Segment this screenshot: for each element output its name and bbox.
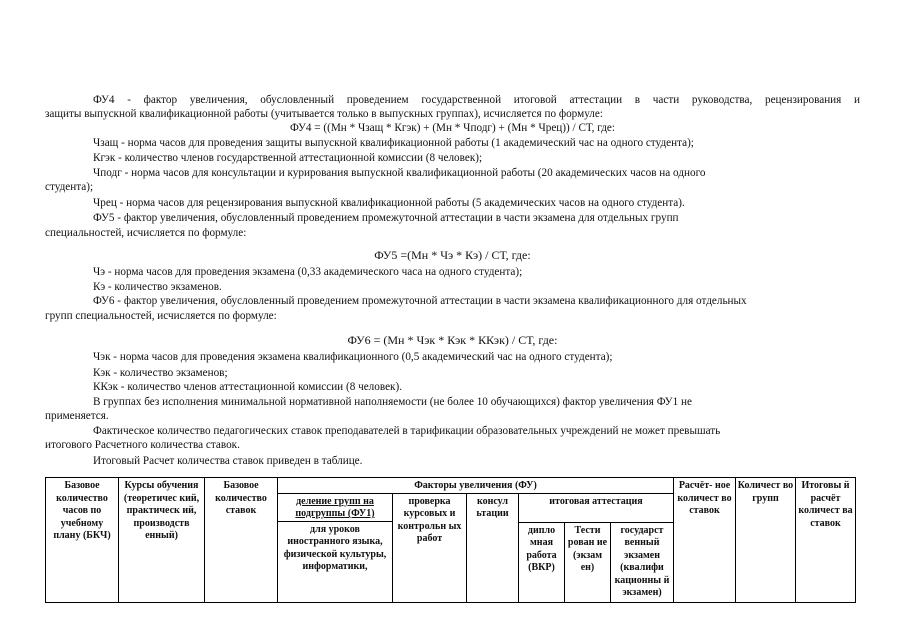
formula-fu6: ФУ6 = (Мн * Чэк * Кэк * ККэк) / СТ, где: — [347, 333, 558, 347]
subheader-coursework-check: проверка курсовых и контрольн ых работ — [393, 493, 467, 602]
header-final-rates: Итоговы й расчёт количест ва ставок — [796, 478, 856, 603]
subheader-state-exam: государст венный экзамен (квалифи кационны й экзамен) — [611, 522, 674, 602]
header-calculated-rates: Расчёт- ное количест во ставок — [674, 478, 736, 603]
header-factors: Факторы увеличения (ФУ) — [278, 478, 674, 494]
paragraph-fu6-line2: групп специальностей, исчисляется по формуле: — [45, 310, 277, 322]
header-group-count: Количест во групп — [736, 478, 796, 603]
paragraph-fu5-line2: специальностей, исчисляется по формуле: — [45, 227, 247, 239]
def-chrets: Чрец - норма часов для рецензирования выпускной квалификационной работы (5 академических часов на одного студента). — [93, 197, 685, 209]
formula-fu4: ФУ4 = ((Мн * Чзащ * Кгэк) + (Мн * Чподг) + (Мн * Чрец)) / СТ, где: — [289, 122, 616, 134]
def-che: Чэ - норма часов для проведения экзамена (0,33 академического часа на одного студента); — [93, 266, 523, 278]
paragraph-fu4-line2: защиты выпускной квалификационной работы (учитывается только в выпускных группах), исчисляется по формуле: — [45, 108, 603, 120]
subheader-group-division: деление групп на подгруппы (ФУ1) — [278, 493, 393, 521]
subheader-thesis: дипло мная работа (ВКР) — [519, 522, 565, 602]
header-base-hours: Базовое количество часов по учебному плану (БКЧ) — [46, 478, 119, 603]
paragraph-actual-line1: Фактическое количество педагогических ставок преподавателей в тарификации образовательных учреждений не может превышать — [93, 425, 721, 437]
def-ke: Кэ - количество экзаменов. — [93, 281, 222, 293]
formula-fu5: ФУ5 =(Мн * Чэ * Кэ) / СТ, где: — [374, 248, 531, 262]
subheader-subjects: для уроков иностранного языка, физической культуры, информатики, — [278, 521, 393, 602]
staff-rates-table — [45, 477, 856, 603]
header-courses: Курсы обучения (теоретичес кий, практическ ий, производств енный) — [119, 478, 205, 603]
paragraph-fu5-line1: ФУ5 - фактор увеличения, обусловленный проведением промежуточной аттестации в части экзамена для отдельных групп — [93, 212, 679, 224]
paragraph-fu1-line2: применяется. — [45, 410, 109, 422]
paragraph-fu6-line1: ФУ6 - фактор увеличения, обусловленный проведением промежуточной аттестации в части экзамена квалификационного для отдельных — [93, 295, 747, 307]
paragraph-fu4-line1: ФУ4 - фактор увеличения, обусловленный проведением государственной итоговой аттестации в части руководства, рецензирования и — [93, 94, 860, 106]
def-kgek: Кгэк - количество членов государственной аттестационной комиссии (8 человек); — [93, 152, 483, 164]
def-chpodg-line1: Чподг - норма часов для консультации и курирования выпускной квалификационной работы (20 академических часов на одного — [93, 167, 706, 179]
subheader-testing: Тести рован ие (экзам ен) — [565, 522, 611, 602]
def-kkek: ККэк - количество членов аттестационной комиссии (8 человек). — [93, 381, 402, 393]
paragraph-actual-line2: итогового Расчетного количества ставок. — [45, 439, 240, 451]
def-chzashch: Чзащ - норма часов для проведения защиты выпускной квалификационной работы (1 академический час на одного студента); — [93, 137, 694, 149]
header-base-rates: Базовое количество ставок — [205, 478, 278, 603]
def-chek: Чэк - норма часов для проведения экзамена квалификационного (0,5 академический час на одного студента); — [93, 351, 613, 363]
def-kek: Кэк - количество экзаменов; — [93, 367, 228, 379]
paragraph-fu1-line1: В группах без исполнения минимальной нормативной наполняемости (не более 10 обучающихся) фактор увеличения ФУ1 не — [93, 396, 692, 408]
subheader-final-attestation: итоговая аттестация — [519, 493, 674, 521]
subheader-consultations: консул ьтации — [467, 493, 519, 602]
def-chpodg-line2: студента); — [45, 181, 94, 193]
paragraph-table-intro: Итоговый Расчет количества ставок приведен в таблице. — [93, 455, 363, 467]
